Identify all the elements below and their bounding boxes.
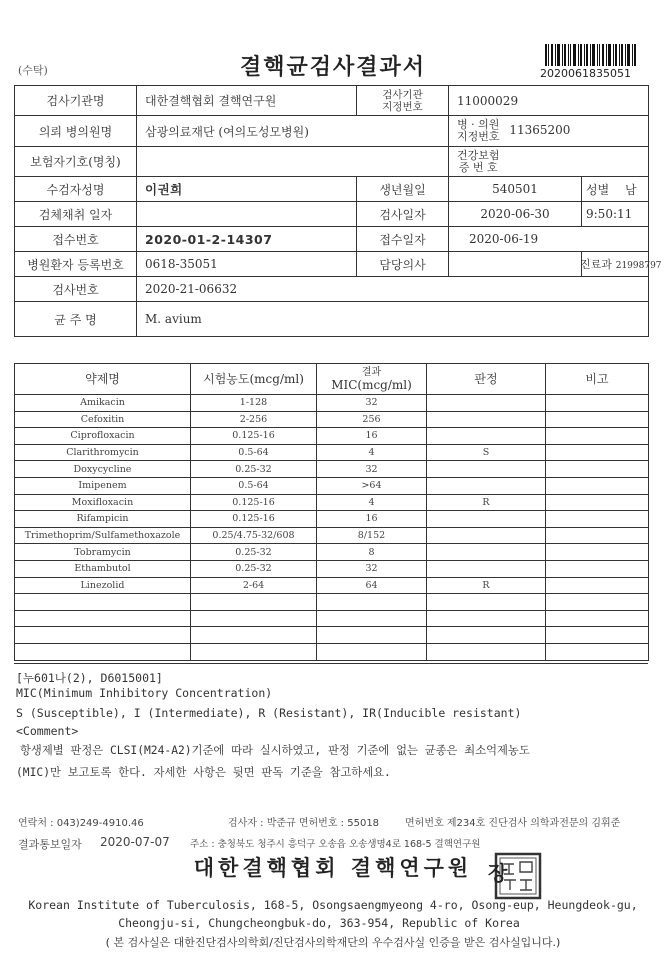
patient-name-label: 수검자성명: [15, 177, 137, 202]
cell-mic: 4: [317, 444, 427, 461]
cell-mic: [317, 610, 427, 627]
exam-no-value: 2020-21-06632: [137, 277, 649, 302]
barcode-number: 2020061835051: [540, 67, 631, 80]
cell-conc: 2-256: [191, 411, 317, 428]
cell-mic: >64: [317, 477, 427, 494]
cell-conc: [191, 643, 317, 660]
cell-conc: 0.125-16: [191, 428, 317, 445]
col-header-conc: 시험농도(mcg/ml): [191, 364, 317, 395]
english-address-2: Cheongju-si, Chungcheongbuk-do, 363-954, Republic of Korea: [118, 916, 520, 930]
hosp-reg-label: 병원환자 등록번호: [15, 252, 137, 277]
sex-label: 성별: [586, 182, 610, 197]
cell-mic: 8: [317, 544, 427, 561]
cell-drug: [15, 627, 191, 644]
comment-text-1: 항생제별 판정은 CLSI(M24-A2)기준에 따라 실시하였고, 판정 기준에 없는 균종은 최소억제농도: [20, 744, 530, 757]
cell-mic: 64: [317, 577, 427, 594]
handed-label: (수탁): [18, 64, 48, 77]
cell-interp: [427, 560, 546, 577]
cell-conc: 0.25-32: [191, 544, 317, 561]
health-ins-label: 건강보험 증 번 호: [457, 148, 500, 174]
insurer-value: [137, 147, 449, 177]
comment-code: [누601나(2), D6015001]: [16, 671, 163, 685]
sex-value: 남: [625, 182, 637, 197]
test-date-value: 2020-06-30: [449, 202, 582, 227]
cell-interp: [427, 511, 546, 528]
cell-drug: Linezolid: [15, 577, 191, 594]
cell-drug: [15, 594, 191, 611]
notify-date: 2020-07-07: [100, 835, 170, 849]
cell-conc: 0.125-16: [191, 511, 317, 528]
receipt-date-value: 2020-06-19: [449, 227, 649, 252]
cell-interp: [427, 643, 546, 660]
req-hospital-code-cell: [449, 116, 649, 147]
institution-name: 대한결핵협회 결핵연구원: [193, 855, 473, 880]
cell-conc: 0.25-32: [191, 461, 317, 478]
comment-legend: S (Susceptible), I (Intermediate), R (Resistant), IR(Inducible resistant): [16, 706, 522, 720]
cell-note: [546, 643, 649, 660]
birth-label: 생년월일: [357, 177, 449, 202]
cell-conc: 1-128: [191, 395, 317, 412]
cell-mic: 256: [317, 411, 427, 428]
cell-drug: Doxycycline: [15, 461, 191, 478]
table-row: [15, 627, 649, 644]
examiner: 검사자 : 박준규 면허번호 : 55018: [228, 818, 380, 829]
collect-date-label: 검체채취 일자: [15, 202, 137, 227]
dept-label: 진료과: [580, 258, 612, 271]
cell-interp: [427, 610, 546, 627]
cell-conc: 0.25/4.75-32/608: [191, 527, 317, 544]
cell-drug: Ethambutol: [15, 560, 191, 577]
receipt-no-value: 2020-01-2-14307: [137, 227, 357, 252]
table-row: [15, 610, 649, 627]
table-row: [15, 577, 649, 594]
cell-note: [546, 594, 649, 611]
cell-drug: Imipenem: [15, 477, 191, 494]
document-title: 결핵균검사결과서: [239, 54, 427, 80]
table-row: [15, 444, 649, 461]
exam-org-label: 검사기관명: [15, 86, 137, 116]
req-hospital-code-value: 11365200: [509, 123, 571, 137]
cell-conc: [191, 627, 317, 644]
cell-mic: 8/152: [317, 527, 427, 544]
table-row: [15, 494, 649, 511]
cell-interp: R: [427, 494, 546, 511]
doctor-value: [449, 252, 582, 277]
cell-interp: [427, 461, 546, 478]
exam-org-code-value: 11000029: [449, 86, 649, 116]
cell-note: [546, 411, 649, 428]
cell-drug: [15, 643, 191, 660]
cell-drug: Trimethoprim/Sulfamethoxazole: [15, 527, 191, 544]
cell-note: [546, 527, 649, 544]
table-row: [15, 643, 649, 660]
cell-interp: [427, 594, 546, 611]
cell-note: [546, 428, 649, 445]
cell-interp: [427, 544, 546, 561]
cell-drug: Cefoxitin: [15, 411, 191, 428]
receipt-no-label: 접수번호: [15, 227, 137, 252]
cell-note: [546, 627, 649, 644]
cell-conc: 2-64: [191, 577, 317, 594]
cell-conc: 0.5-64: [191, 444, 317, 461]
cell-note: [546, 461, 649, 478]
table-row: [15, 511, 649, 528]
susceptibility-table: [14, 363, 649, 661]
dept-value: 21998797: [615, 261, 662, 271]
cell-note: [546, 511, 649, 528]
table-row: [15, 461, 649, 478]
exam-org-code-label: 검사기관 지정번호: [357, 86, 449, 116]
table-row: [15, 428, 649, 445]
test-date-label: 검사일자: [357, 202, 449, 227]
table-row: [15, 544, 649, 561]
cell-mic: 32: [317, 560, 427, 577]
birth-value: 540501: [449, 177, 582, 202]
hosp-reg-value: 0618-35051: [137, 252, 357, 277]
cell-interp: [427, 527, 546, 544]
cell-note: [546, 577, 649, 594]
cell-mic: 32: [317, 395, 427, 412]
table-row: [15, 594, 649, 611]
col-header-drug: 약제명: [15, 364, 191, 395]
species-value: M. avium: [137, 302, 649, 337]
cell-mic: 32: [317, 461, 427, 478]
cell-conc: 0.125-16: [191, 494, 317, 511]
col-header-mic: 결과 MIC(mcg/ml): [317, 364, 427, 395]
english-address-1: Korean Institute of Tuberculosis, 168-5, Osongsaengmyeong 4-ro, Osong-eup, Heungdeok-gu,: [28, 898, 638, 912]
seal-character: 장: [488, 861, 508, 885]
patient-info-table: [14, 85, 662, 337]
cell-note: [546, 560, 649, 577]
cell-drug: Tobramycin: [15, 544, 191, 561]
cell-note: [546, 444, 649, 461]
barcode: [545, 44, 637, 66]
cell-mic: [317, 594, 427, 611]
drug-table-body: [15, 395, 649, 661]
req-hospital-code-label: 병 · 의원 지정번호: [457, 118, 500, 143]
cell-interp: [427, 411, 546, 428]
cell-note: [546, 395, 649, 412]
exam-no-label: 검사번호: [15, 277, 137, 302]
cell-interp: R: [427, 577, 546, 594]
collect-date-value: [137, 202, 357, 227]
health-ins-cell: [449, 147, 649, 177]
comment-mic-def: MIC(Minimum Inhibitory Concentration): [16, 686, 273, 700]
req-hospital-value: 삼광의료재단 (여의도성모병원): [137, 116, 449, 147]
cell-interp: [427, 428, 546, 445]
cell-note: [546, 544, 649, 561]
cell-drug: Amikacin: [15, 395, 191, 412]
table-row: [15, 395, 649, 412]
patient-name-value: 이권희: [137, 177, 357, 202]
table-row: [15, 411, 649, 428]
cell-mic: [317, 627, 427, 644]
comment-heading: <Comment>: [16, 724, 79, 738]
cell-mic: 16: [317, 511, 427, 528]
comment-text-2: (MIC)만 보고토록 한다. 자세한 사항은 뒷면 판독 기준을 참고하세요.: [16, 766, 391, 779]
notify-label: 결과통보일자: [18, 838, 82, 851]
cell-drug: Moxifloxacin: [15, 494, 191, 511]
cell-interp: S: [427, 444, 546, 461]
cell-interp: [427, 627, 546, 644]
col-header-note: 비고: [546, 364, 649, 395]
cell-conc: 0.5-64: [191, 477, 317, 494]
cell-mic: [317, 643, 427, 660]
cell-mic: 16: [317, 428, 427, 445]
sex-cell: [582, 177, 649, 202]
certification-note: ( 본 검사실은 대한진단검사의학회/진단검사의학재단의 우수검사실 인증을 받은 검사실입니다.): [105, 936, 561, 949]
table-row: [15, 527, 649, 544]
cell-interp: [427, 395, 546, 412]
exam-org-value: 대한결핵협회 결핵연구원: [137, 86, 357, 116]
test-time-value: 9:50:11: [582, 202, 649, 227]
table-row: [15, 477, 649, 494]
cell-note: [546, 610, 649, 627]
receipt-date-label: 접수일자: [357, 227, 449, 252]
req-hospital-label: 의뢰 병의원명: [15, 116, 137, 147]
dept-cell: [580, 252, 662, 277]
table-row: [15, 560, 649, 577]
cell-drug: [15, 610, 191, 627]
cell-conc: 0.25-32: [191, 560, 317, 577]
cell-drug: Rifampicin: [15, 511, 191, 528]
col-header-interp: 판정: [427, 364, 546, 395]
cell-conc: [191, 610, 317, 627]
insurer-label: 보험자기호(명칭): [15, 147, 137, 177]
cell-mic: 4: [317, 494, 427, 511]
cell-interp: [427, 477, 546, 494]
cell-note: [546, 477, 649, 494]
doctor-label: 담당의사: [357, 252, 449, 277]
cell-drug: Ciprofloxacin: [15, 428, 191, 445]
cell-conc: [191, 594, 317, 611]
cell-drug: Clarithromycin: [15, 444, 191, 461]
cell-note: [546, 494, 649, 511]
address: 주소 : 충청북도 청주시 흥덕구 오송읍 오송생명4로 168-5 결핵연구원: [190, 839, 481, 850]
contact: 연락처 : 043)249-4910.46: [18, 818, 144, 829]
director-license: 면허번호 제234호 진단검사 의학과전문의 김휘준: [405, 818, 621, 829]
species-label: 균 주 명: [15, 302, 137, 337]
